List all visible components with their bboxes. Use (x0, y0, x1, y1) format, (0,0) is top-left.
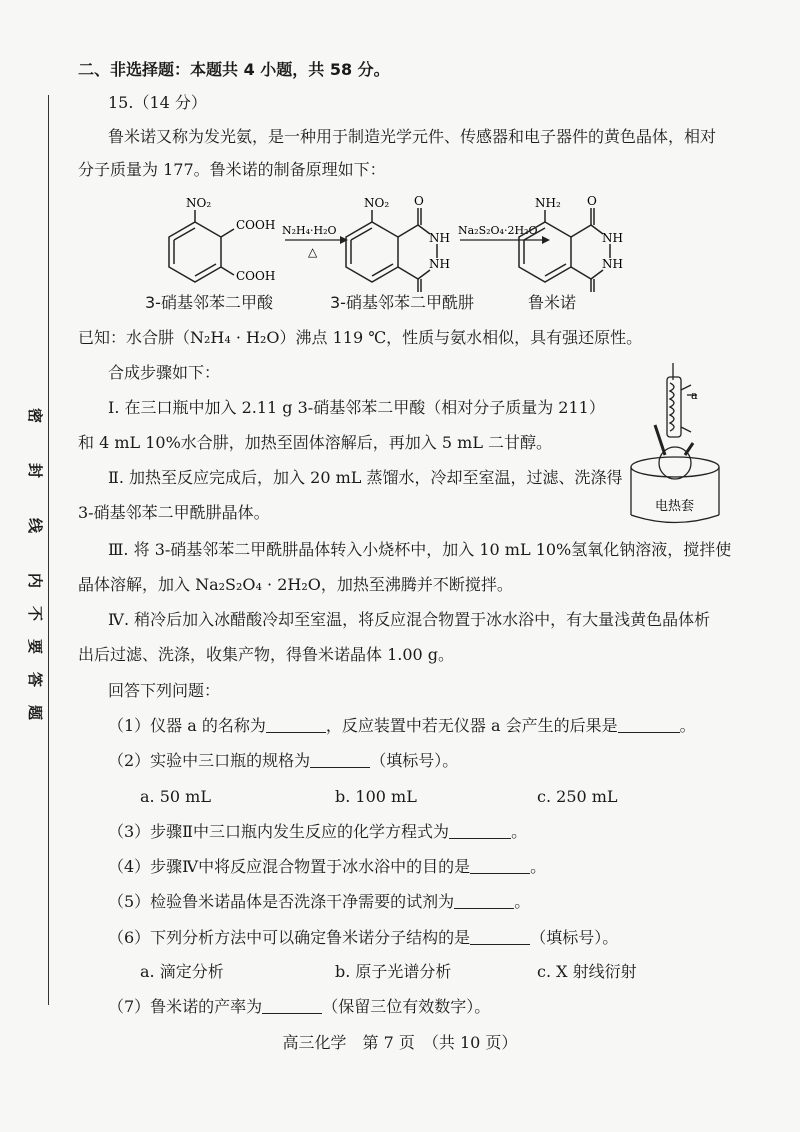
compound-3-nitrophthalic-acid (169, 210, 234, 282)
carboxyl-label: COOH (236, 269, 276, 283)
reaction-scheme (150, 192, 710, 292)
side-neck (685, 443, 693, 455)
reagent-label: Na₂S₂O₄·2H₂O (458, 224, 538, 237)
option: a. 滴定分析 (140, 962, 224, 981)
seal-char: 题 (26, 704, 45, 721)
step-1: 和 4 mL 10%水合肼，加热至固体溶解后，再加入 5 mL 二甘醇。 (78, 433, 553, 452)
step-2: Ⅱ. 加热至反应完成后，加入 20 mL 蒸馏水，冷却至室温，过滤、洗涤得 (108, 468, 623, 487)
three-neck-flask (659, 447, 691, 479)
question-6 (108, 928, 618, 948)
reagent-label: N₂H₄·H₂O (282, 224, 337, 237)
step-2: 3-硝基邻苯二甲酰肼晶体。 (78, 503, 270, 522)
question-3 (108, 822, 527, 842)
known-info: 已知：水合肼（N₂H₄ · H₂O）沸点 119 ℃，性质与氨水相似，具有强还原性。 (78, 328, 643, 347)
q1-text: ，反应装置中若无仪器 a 会产生的后果是 (325, 716, 618, 735)
amino-group-label: NH₂ (535, 196, 561, 210)
seal-char: 密 (26, 407, 45, 424)
intro-text: 分子质量为 177。鲁米诺的制备原理如下： (78, 160, 386, 179)
answer-blank[interactable] (618, 716, 680, 733)
compound-luminol (519, 208, 610, 292)
question-1 (108, 716, 696, 736)
q5-text: （5）检验鲁米诺晶体是否洗涤干净需要的试剂为 (108, 892, 455, 911)
seal-char: 封 (26, 462, 45, 479)
nh-label: NH (602, 257, 623, 271)
step-3: 晶体溶解，加入 Na₂S₂O₄ · 2H₂O，加热至沸腾并不断搅拌。 (78, 575, 513, 594)
binding-margin-line (48, 95, 49, 1005)
step-4: Ⅳ. 稍冷后加入冰醋酸冷却至室温，将反应混合物置于冰水浴中，有大量浅黄色晶体析 (108, 610, 711, 629)
question-7 (108, 997, 490, 1017)
question-2 (108, 751, 458, 771)
step-1: Ⅰ. 在三口瓶中加入 2.11 g 3-硝基邻苯二甲酸（相对分子质量为 211） (108, 398, 605, 417)
answer-blank[interactable] (470, 928, 530, 945)
seal-char: 线 (26, 517, 45, 534)
heater-top (631, 457, 719, 477)
option: b. 原子光谱分析 (335, 962, 452, 981)
seal-line-notice (26, 405, 46, 723)
intro-text: 鲁米诺又称为发光氨，是一种用于制造光学元件、传感器和电子器件的黄色晶体，相对 (108, 127, 717, 146)
compound-name: 3-硝基邻苯二甲酰肼 (330, 293, 474, 312)
answer-blank[interactable] (449, 822, 511, 839)
option: b. 100 mL (335, 787, 417, 806)
nh-label: NH (429, 231, 450, 245)
q7-text: （保留三位有效数字）。 (322, 997, 491, 1016)
seal-char: 答 (26, 671, 45, 688)
oxygen-label: O (587, 194, 597, 208)
q2-text: （填标号）。 (370, 751, 459, 770)
arrow-head (542, 236, 550, 244)
q4-text: 。 (530, 857, 547, 876)
oxygen-label: O (414, 194, 424, 208)
q5-text: 。 (514, 892, 531, 911)
answer-blank[interactable] (470, 857, 530, 874)
seal-char: 内 (26, 572, 45, 589)
q3-text: （3）步骤Ⅱ中三口瓶内发生反应的化学方程式为 (108, 822, 450, 841)
q6-text: （6）下列分析方法中可以确定鲁米诺分子结构的是 (108, 928, 471, 947)
section-title: 二、非选择题：本题共 4 小题，共 58 分。 (78, 60, 390, 79)
apparatus-diagram (625, 355, 735, 530)
heater-bottom (631, 515, 719, 523)
q1-text: （1）仪器 a 的名称为 (108, 716, 266, 735)
compound-name: 3-硝基邻苯二甲酸 (145, 293, 273, 312)
answer-blank[interactable] (266, 716, 326, 733)
compound-name: 鲁米诺 (528, 293, 577, 312)
nh-label: NH (429, 257, 450, 271)
page-footer: 高三化学 第 7 页 （共 10 页） (282, 1033, 518, 1052)
q4-text: （4）步骤Ⅳ中将反应混合物置于冰水浴中的目的是 (108, 857, 471, 876)
answer-title: 回答下列问题： (108, 681, 221, 700)
q2-text: （2）实验中三口瓶的规格为 (108, 751, 311, 770)
heating-mantle-label: 电热套 (655, 499, 695, 514)
thermometer (655, 425, 665, 455)
nh-label: NH (602, 231, 623, 245)
seal-char: 不 (26, 605, 45, 622)
option: c. 250 mL (537, 787, 618, 806)
q6-text: （填标号）。 (530, 928, 619, 947)
nitro-group-label: NO₂ (186, 196, 212, 210)
q3-text: 。 (511, 822, 528, 841)
step-4: 出后过滤、洗涤，收集产物，得鲁米诺晶体 1.00 g。 (78, 645, 455, 664)
nitro-group-label: NO₂ (364, 196, 390, 210)
question-number: 15.（14 分） (108, 93, 207, 112)
steps-title: 合成步骤如下： (108, 363, 221, 382)
carboxyl-label: COOH (236, 218, 276, 232)
instrument-a-label: a (691, 389, 698, 402)
condenser-coil (670, 383, 674, 431)
answer-blank[interactable] (454, 892, 514, 909)
heat-label: △ (308, 245, 318, 259)
answer-blank[interactable] (310, 751, 370, 768)
step-3: Ⅲ. 将 3-硝基邻苯二甲酰肼晶体转入小烧杯中，加入 10 mL 10%氢氧化钠溶液，搅拌使 (108, 540, 732, 559)
question-4 (108, 857, 546, 877)
compound-nitrophthalhydrazide (346, 208, 437, 292)
q7-text: （7）鲁米诺的产率为 (108, 997, 263, 1016)
answer-blank[interactable] (262, 997, 322, 1014)
q1-text: 。 (679, 716, 696, 735)
question-5 (108, 892, 530, 912)
option: c. X 射线衍射 (537, 962, 637, 981)
option: a. 50 mL (140, 787, 211, 806)
seal-char: 要 (26, 638, 45, 655)
